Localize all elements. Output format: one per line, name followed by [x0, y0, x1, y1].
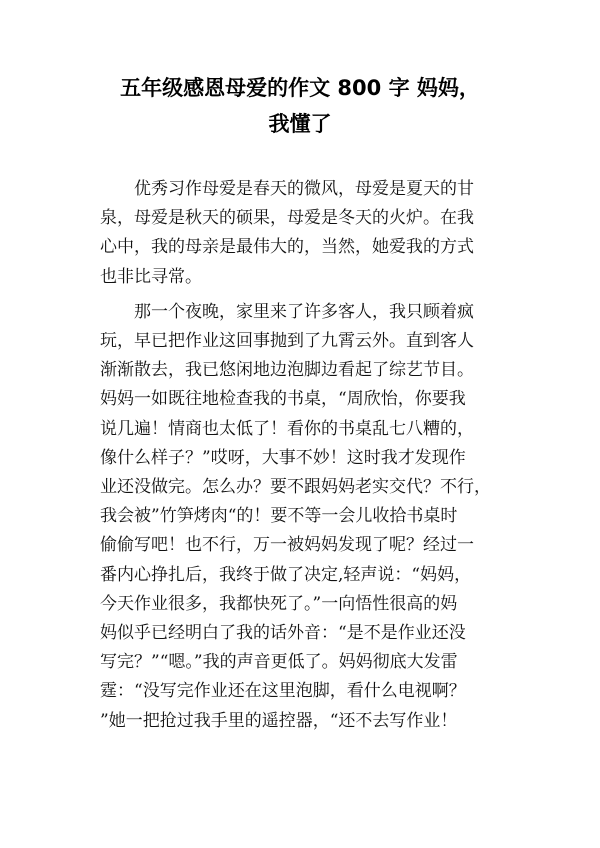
text-line: 今天作业很多，我都快死了。”一向悟性很高的妈: [100, 593, 458, 614]
page-title: [60, 70, 540, 142]
text-line: 渐渐散去，我已悠闲地边泡脚边看起了综艺节目。: [100, 360, 474, 381]
text-line: 也非比寻常。: [100, 266, 202, 287]
text-line: ”她一把抢过我手里的遥控器，“还不去写作业！: [100, 710, 458, 731]
text-line: 泉，母爱是秋天的硕果，母爱是冬天的火炉。在我: [100, 208, 474, 229]
title-line-2: 我懂了: [268, 112, 332, 136]
text-line: 番内心挣扎后，我终于做了决定,轻声说：“妈妈，: [100, 564, 472, 585]
text-line: 妈似乎已经明白了我的话外音：“是不是作业还没: [100, 623, 466, 644]
text-line: 业还没做完。怎么办？要不跟妈妈老实交代？不行，: [100, 477, 491, 498]
text-line: 说几遍！情商也太低了！看你的书桌乱七八糟的，: [100, 418, 474, 439]
text-line: 霆：“没写完作业还在这里泡脚，看什么电视啊？: [100, 681, 466, 702]
text-line: 那一个夜晚，家里来了许多客人，我只顾着疯: [134, 301, 474, 322]
text-line: 我会被”竹笋烤肉“的！要不等一会儿收拾书桌时: [100, 506, 458, 527]
text-line: 妈妈一如既往地检查我的书桌，“周欣怡，你要我: [100, 389, 466, 410]
text-line: 像什么样子？”哎呀，大事不妙！这时我才发现作: [100, 447, 466, 468]
text-line: 写完？”“嗯。”我的声音更低了。妈妈彻底大发雷: [100, 652, 458, 673]
paragraph-2: [100, 298, 510, 736]
text-line: 心中，我的母亲是最伟大的，当然，她爱我的方式: [100, 237, 474, 258]
text-line: 优秀习作母爱是春天的微风，母爱是夏天的甘: [134, 179, 474, 199]
text-line: 偷偷写吧！也不行，万一被妈妈发现了呢？经过一: [100, 535, 474, 556]
title-line-1: 五年级感恩母爱的作文 800 字 妈妈，: [120, 76, 480, 100]
text-line: 玩，早已把作业这回事抛到了九霄云外。直到客人: [100, 331, 474, 352]
article-body: [100, 175, 510, 742]
paragraph-1: [100, 175, 510, 292]
